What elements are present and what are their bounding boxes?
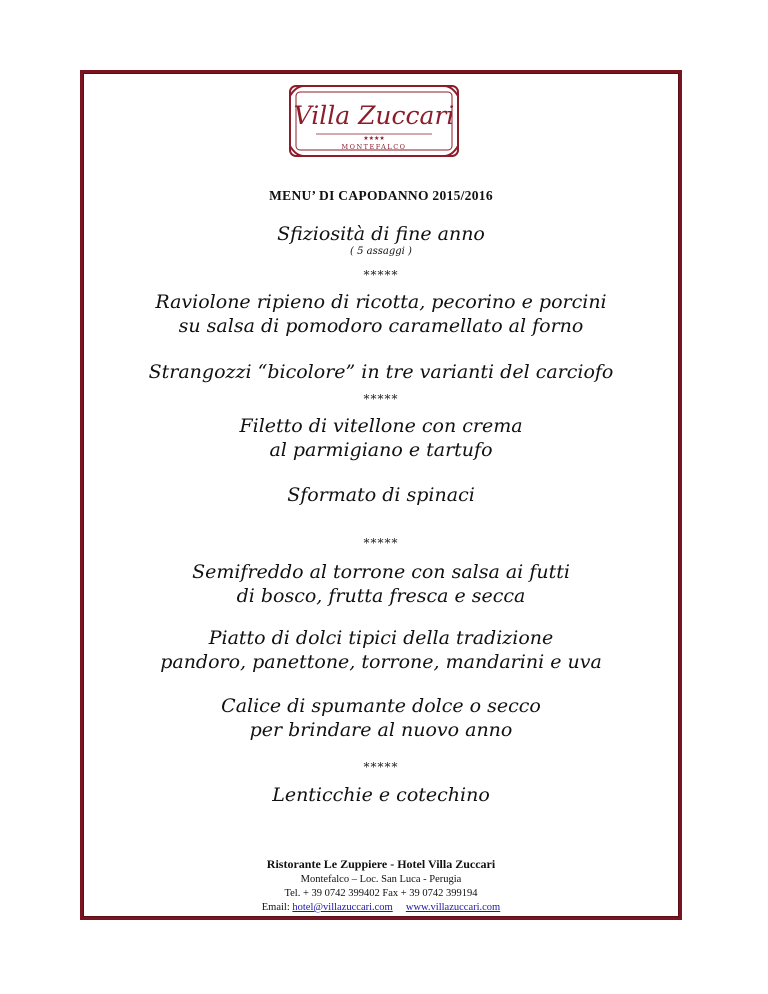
villa-zuccari-logo [286, 82, 462, 160]
course4-line6: per brindare al nuovo anno [249, 719, 513, 741]
logo-stars: ★★★★ [363, 135, 385, 142]
course3-line2: al parmigiano e tartufo [269, 439, 493, 461]
separator-2: ***** [363, 392, 399, 406]
footer-restaurant-name: Ristorante Le Zuppiere - Hotel Villa Zuccari [266, 857, 496, 871]
logo-brand: Villa Zuccari [293, 101, 455, 130]
logo-place: MONTEFALCO [341, 143, 407, 151]
course1-note: ( 5 assaggi ) [350, 246, 412, 257]
separator-3: ***** [363, 536, 399, 550]
course2-line2: su salsa di pomodoro caramellato al forno [178, 315, 584, 337]
separator-1: ***** [363, 268, 399, 282]
course4-line3: Piatto di dolci tipici della tradizione [208, 627, 554, 649]
footer-email-link[interactable]: hotel@villazuccari.com [292, 902, 393, 913]
logo-emblem [286, 82, 462, 160]
footer-contacts [80, 901, 682, 914]
footer-email-label: Email: [261, 902, 290, 913]
course4-line4: pandoro, panettone, torrone, mandarini e uva [160, 651, 602, 673]
course4-line5: Calice di spumante dolce o secco [221, 695, 541, 717]
course2-line3: Strangozzi “bicolore” in tre varianti del carciofo [148, 361, 614, 383]
course3-line3: Sformato di spinaci [287, 484, 475, 506]
course4-line2: di bosco, frutta fresca e secca [236, 585, 526, 607]
separator-4: ***** [363, 760, 399, 774]
menu-title: MENU’ DI CAPODANNO 2015/2016 [269, 188, 493, 203]
footer-website-link[interactable]: www.villazuccari.com [405, 902, 501, 913]
course2-line1: Raviolone ripieno di ricotta, pecorino e porcini [155, 291, 607, 313]
footer-phone: Tel. + 39 0742 399402 Fax + 39 0742 399194 [284, 888, 478, 899]
footer-address: Montefalco – Loc. San Luca - Perugia [300, 874, 462, 885]
course1-name: Sfiziosità di fine anno [277, 223, 485, 245]
course3-line1: Filetto di vitellone con crema [239, 415, 523, 437]
course5-line1: Lenticchie e cotechino [272, 784, 490, 806]
course4-line1: Semifreddo al torrone con salsa ai futti [192, 561, 570, 583]
